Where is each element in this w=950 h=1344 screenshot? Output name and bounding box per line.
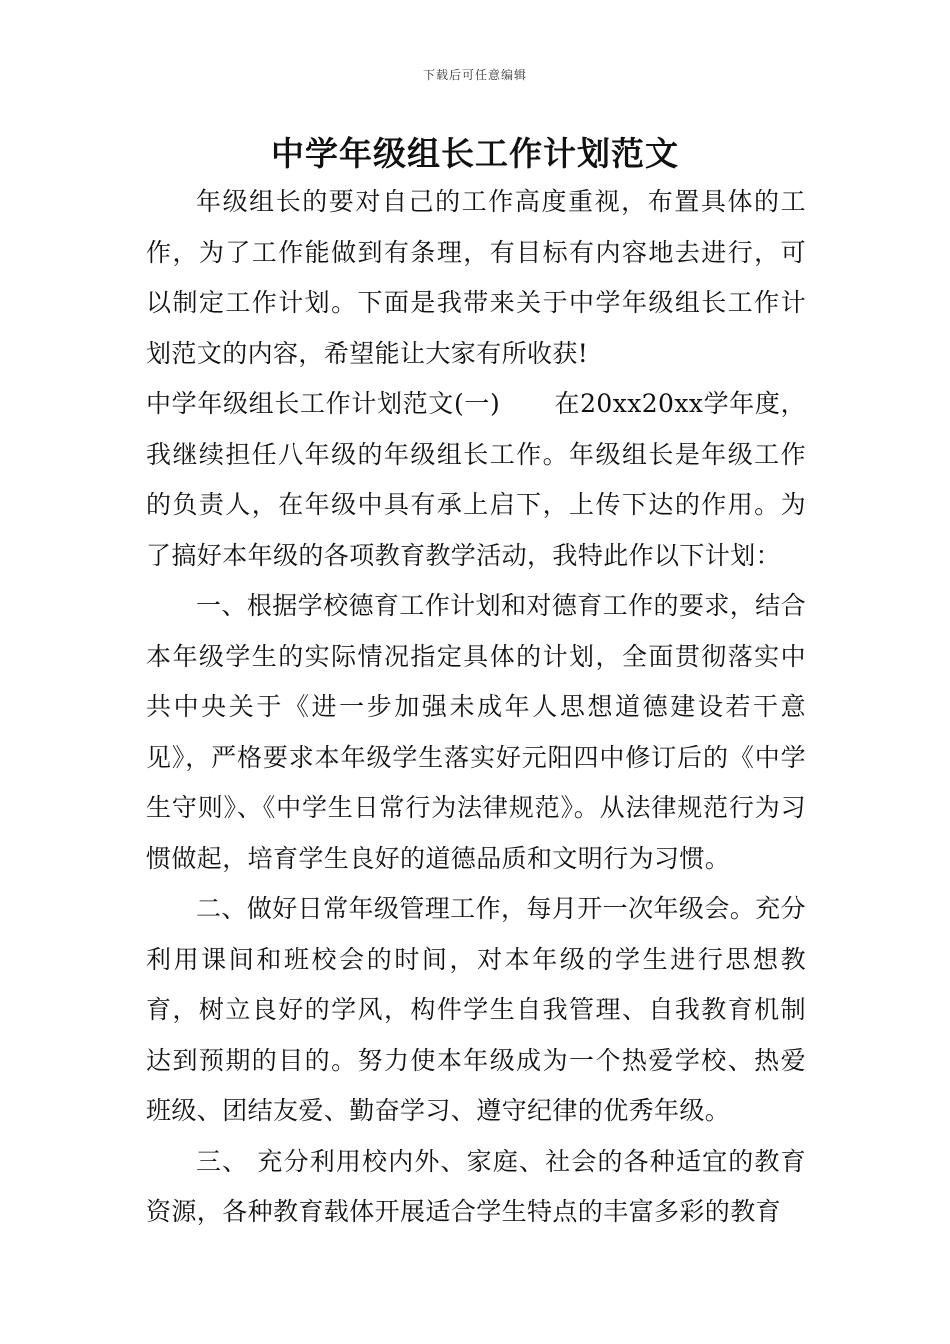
section-1-paragraph	[146, 379, 806, 581]
document-body	[146, 177, 806, 1238]
header-note: 下载后可任意编辑	[422, 68, 527, 82]
intro-paragraph: 年级组长的要对自己的工作高度重视，布置具体的工作，为了工作能做到有条理，有目标有内容地去进行，可以制定工作计划。下面是我带来关于中学年级组长工作计划范文的内容，希望能让大家有所收获!	[146, 187, 806, 368]
item-paragraph-3: 三、 充分利用校内外、家庭、社会的各种适宜的教育资源，各种教育载体开展适合学生特点的丰富多彩的教育	[146, 1146, 806, 1226]
item-paragraph-2: 二、做好日常年级管理工作，每月开一次年级会。充分利用课间和班校会的时间，对本年级的学生进行思想教育，树立良好的学风，构件学生自我管理、自我教育机制达到预期的目的。努力使本年级成为一个热爱学校、热爱班级、团结友爱、勤奋学习、遵守纪律的优秀年级。	[146, 894, 806, 1125]
section-1-lead: 在20xx20xx学年度，我继续担任八年级的年级组长工作。年级组长是年级工作的负责人，在年级中具有承上启下，上传下达的作用。为了搞好本年级的各项教育教学活动，我特此作以下计划：	[146, 389, 806, 570]
document-title: 中学年级组长工作计划范文	[271, 134, 679, 173]
section-1-heading: 中学年级组长工作计划范文(一)	[146, 389, 501, 418]
item-paragraph-1: 一、根据学校德育工作计划和对德育工作的要求，结合本年级学生的实际情况指定具体的计划，全面贯彻落实中共中央关于《进一步加强未成年人思想道德建设若干意见》，严格要求本年级学生落实好元阳四中修订后的《中学生守则》、《中学生日常行为法律规范》。从法律规范行为习惯做起，培育学生良好的道德品质和文明行为习惯。	[146, 591, 806, 873]
